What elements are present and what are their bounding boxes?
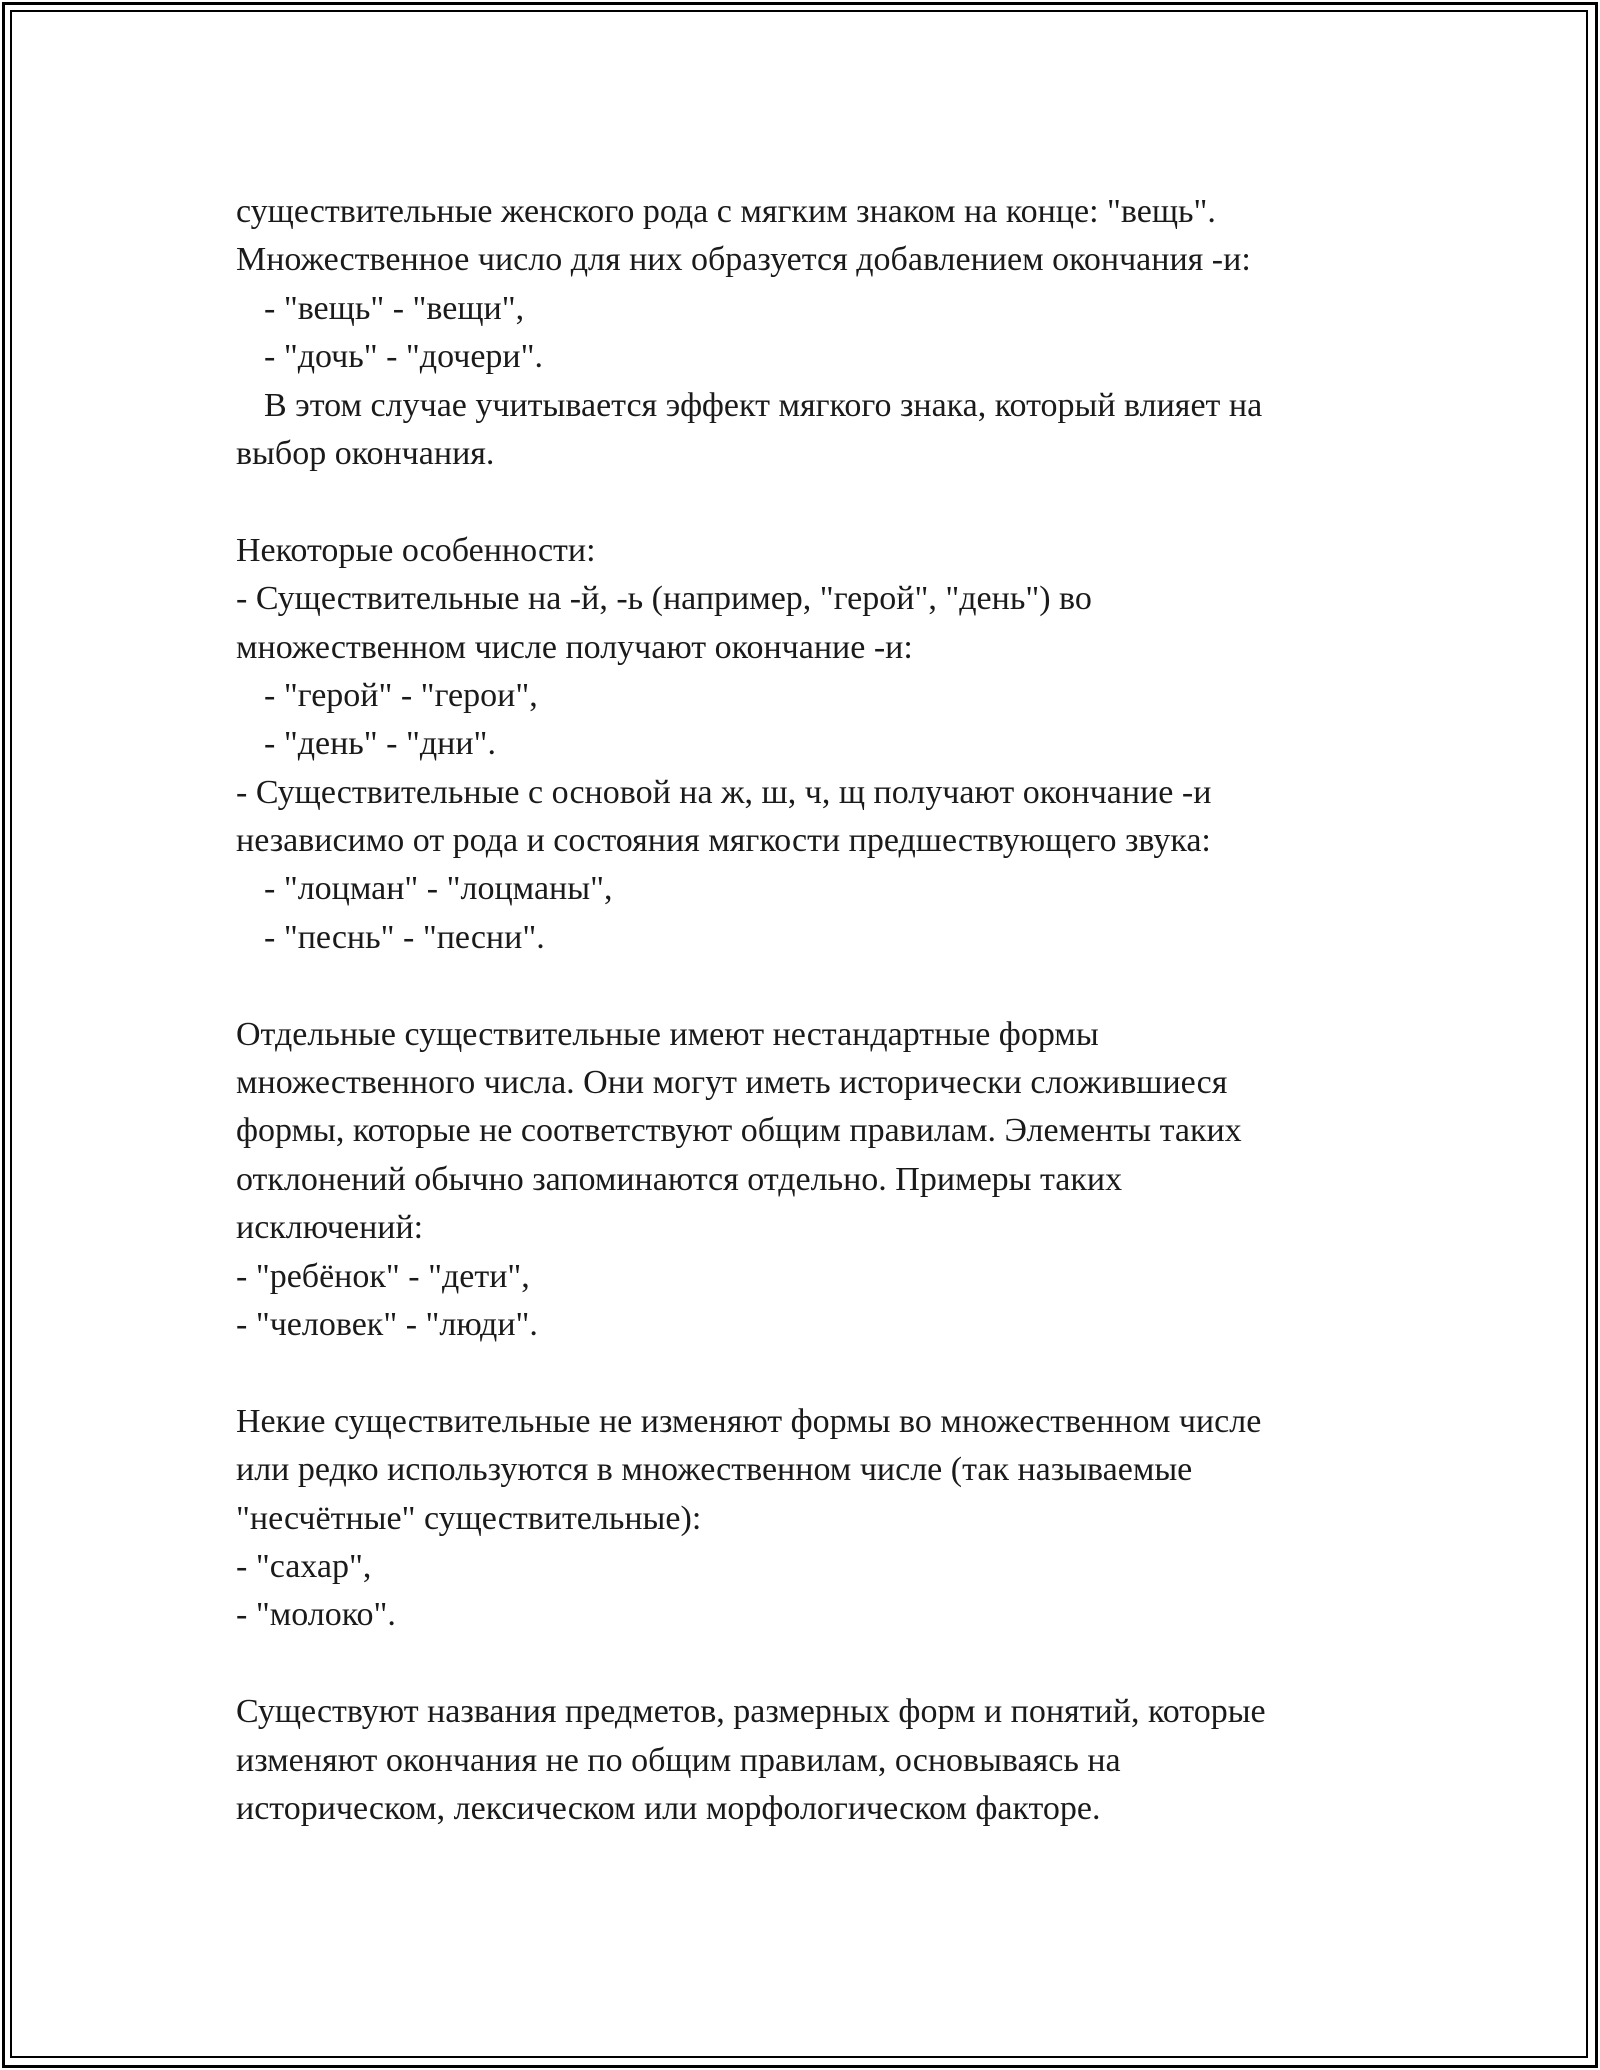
paragraph-gap <box>236 962 1416 1010</box>
text-line: "несчётные" существительные): <box>236 1499 702 1537</box>
paragraph-gap <box>236 1349 1416 1397</box>
paragraph <box>236 1011 1416 1350</box>
text-line: - "герой" - "герои", <box>264 676 538 714</box>
paragraph <box>236 527 1416 963</box>
text-line: - "ребёнок" - "дети", <box>236 1257 530 1295</box>
text-line: Отдельные существительные имеют нестандартные формы <box>236 1015 1099 1053</box>
text-line: - "дочь" - "дочери". <box>264 338 543 376</box>
document-body <box>236 188 1416 1833</box>
paragraph <box>236 188 1416 478</box>
text-line: - "молоко". <box>236 1596 396 1634</box>
text-line: Некие существительные не изменяют формы во множественном числе <box>236 1402 1262 1440</box>
text-line: - "человек" - "люди". <box>236 1305 538 1343</box>
text-line: выбор окончания. <box>236 434 495 472</box>
text-line: отклонений обычно запоминаются отдельно. Примеры таких <box>236 1160 1123 1198</box>
text-line: - Существительные с основой на ж, ш, ч, щ получают окончание -и <box>236 773 1212 811</box>
text-line: - "лоцман" - "лоцманы", <box>264 870 613 908</box>
text-line: формы, которые не соответствуют общим правилам. Элементы таких <box>236 1112 1242 1150</box>
text-line: - "песнь" - "песни". <box>264 918 545 956</box>
text-line: В этом случае учитывается эффект мягкого знака, который влияет на <box>264 386 1263 424</box>
text-line: Множественное число для них образуется добавлением окончания -и: <box>236 241 1251 279</box>
text-line: - "сахар", <box>236 1547 372 1585</box>
text-line: - "вещь" - "вещи", <box>264 289 525 327</box>
paragraph <box>236 1688 1416 1833</box>
text-line: Существуют названия предметов, размерных форм и понятий, которые <box>236 1693 1266 1731</box>
text-line: независимо от рода и состояния мягкости предшествующего звука: <box>236 822 1211 860</box>
text-line: - "день" - "дни". <box>264 725 496 763</box>
text-line: исключений: <box>236 1209 424 1247</box>
text-line: - Существительные на -й, -ь (например, "герой", "день") во <box>236 580 1092 618</box>
text-line: существительные женского рода с мягким знаком на конце: "вещь". <box>236 193 1216 230</box>
text-line: множественного числа. Они могут иметь исторически сложившиеся <box>236 1064 1228 1102</box>
text-line: множественном числе получают окончание -и: <box>236 628 913 666</box>
paragraph <box>236 1398 1416 1640</box>
text-line: Некоторые особенности: <box>236 531 596 569</box>
text-line: или редко используются в множественном числе (так называемые <box>236 1451 1193 1489</box>
paragraph-gap <box>236 478 1416 526</box>
paragraph-gap <box>236 1640 1416 1688</box>
text-line: изменяют окончания не по общим правилам, основываясь на <box>236 1741 1121 1779</box>
text-line: историческом, лексическом или морфологическом факторе. <box>236 1789 1101 1827</box>
